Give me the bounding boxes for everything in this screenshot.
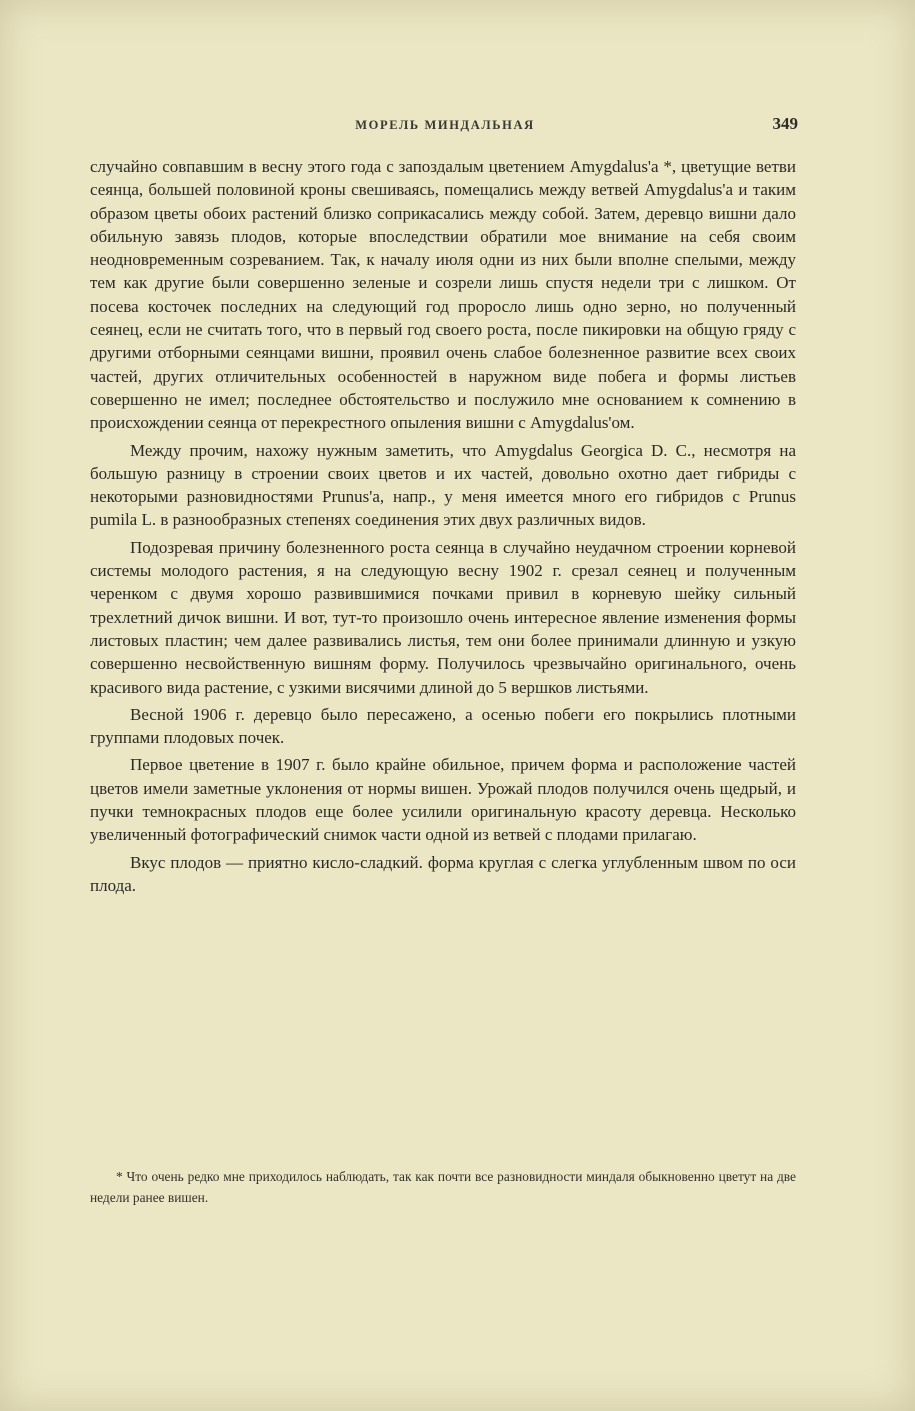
page-number: 349 (772, 114, 798, 133)
paragraph-4: Весной 1906 г. деревцо было пересажено, а осенью побеги его покрылись плотными группами плодовых почек. (90, 704, 796, 748)
footnote: * Что очень редко мне приходилось наблюдать, так как почти все разновидности миндаля обыкновенно цветут на две недели ранее вишен. (90, 1169, 796, 1205)
paragraph-3: Подозревая причину болезненного роста сеянца в случайно неудачном строении корневой системы молодого растения, я на следующую весну 1902 г. срезал сеянец и полученным черенком с двумя хорошо развившимися почками привил в корневую шейку сильный трехлетний дичок вишни. И вот, тут-то произошло очень интересное явление изменения формы листовых пластин; чем далее развивались листья, тем они более принимали длинную и узкую совершенно несвойственную вишням форму. Получилось чрезвычайно оригинального, очень красивого вида растение, с узкими висячими длиной до 5 вершков листьями. (90, 537, 796, 697)
paragraph-5: Первое цветение в 1907 г. было крайне обильное, причем форма и расположение частей цветов имели заметные уклонения от нормы вишен. Урожай плодов получился очень щедрый, и пучки темнокрасных плодов еще более усилили оригинальную красоту деревца. Несколько увеличенный фотографический снимок части одной из ветвей с плодами прилагаю. (90, 755, 796, 845)
page-header (90, 114, 800, 136)
running-title: МОРЕЛЬ МИНДАЛЬНАЯ (355, 118, 535, 132)
paragraph-2: Между прочим, нахожу нужным заметить, что Amygdalus Georgica D. C., несмотря на большую разницу в строении своих цветов и их частей, довольно охотно дает гибриды с некоторыми разновидностями Prunus'а, напр., у меня имеется много его гибридов с Prunus pumila L. в разнообразных степенях соединения этих двух различных видов. (90, 440, 796, 530)
paragraph-1: случайно совпавшим в весну этого года с запоздалым цветением Amygdalus'а *, цветущие ветви сеянца, большей половиной кроны свешиваясь, помещались между ветвей Amygdalus'а и таким образом цветы обоих растений близко соприкасались между собой. Затем, деревцо вишни дало обильную завязь плодов, которые впоследствии обратили мое внимание на себя своим неодновременным созреванием. Так, к началу июля одни из них были вполне спелыми, между тем как другие были совершенно зеленые и созрели лишь спустя недели три с лишком. От посева косточек последних на следующий год проросло лишь одно зерно, но полученный сеянец, если не считать того, что в первый год своего роста, после пикировки на общую гряду с другими отборными сеянцами вишни, проявил очень слабое болезненное развитие всех своих частей, других отличительных особенностей в наружном виде побега и формы листьев совершенно не имел; последнее обстоятельство и послужило мне основанием к сомнению в происхождении сеянца от перекрестного опыления вишни с Amygdalus'ом. (90, 157, 796, 433)
body-text (90, 155, 796, 901)
paragraph-6: Вкус плодов — приятно кисло-сладкий. форма круглая с слегка углубленным швом по оси плода. (90, 852, 796, 895)
